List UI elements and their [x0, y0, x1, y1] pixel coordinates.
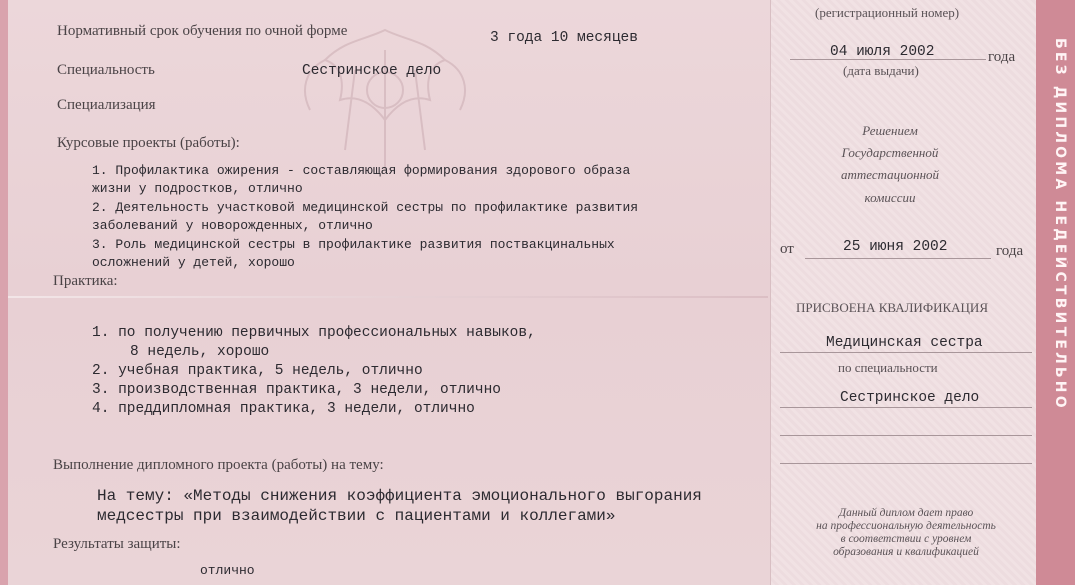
- rights-line: на профессиональную деятельность: [816, 520, 996, 532]
- blank-line: [780, 435, 1032, 436]
- thesis-line: На тему: «Методы снижения коэффициента эмоционального выгорания: [97, 487, 702, 505]
- rights-line: Данный диплом дает право: [838, 507, 974, 519]
- practice-line: 8 недель, хорошо: [130, 344, 270, 360]
- qualification-value: Медицинская сестра: [826, 335, 983, 351]
- specialty-value-right: Сестринское дело: [840, 390, 980, 406]
- specialty-value: Сестринское дело: [302, 63, 442, 79]
- coursework-label: Курсовые проекты (работы):: [57, 135, 240, 151]
- practice-line: 2. учебная практика, 5 недель, отлично: [92, 363, 423, 379]
- commission-date-value: 25 июня 2002: [843, 239, 948, 255]
- vertical-stamp: БЕЗ ДИПЛОМА НЕДЕЙСТВИТЕЛЬНО: [1052, 38, 1068, 411]
- study-term-label: Нормативный срок обучения по очной форме: [57, 23, 348, 39]
- coursework-line: осложнений у детей, хорошо: [92, 255, 295, 270]
- coursework-line: 2. Деятельность участковой медицинской сестры по профилактике развития: [92, 200, 639, 215]
- commission-line: Государственной: [841, 145, 939, 160]
- coursework-line: жизни у подростков, отлично: [92, 181, 303, 196]
- rights-line: в соответствии с уровнем: [840, 533, 972, 545]
- fold-crease: [8, 296, 768, 298]
- coursework-line: 1. Профилактика ожирения - составляющая формирования здорового образа: [92, 163, 631, 178]
- practice-line: 1. по получению первичных профессиональных навыков,: [92, 325, 536, 341]
- defense-value: отлично: [200, 563, 255, 578]
- coursework-line: заболеваний у новорожденных, отлично: [92, 218, 373, 233]
- by-specialty-caption: по специальности: [838, 360, 938, 375]
- commission-date-prefix: от: [780, 241, 794, 257]
- issue-date-caption: (дата выдачи): [843, 63, 919, 78]
- qualification-heading: ПРИСВОЕНА КВАЛИФИКАЦИЯ: [796, 300, 988, 315]
- coursework-line: 3. Роль медицинской сестры в профилактике развития поствакцинальных: [92, 237, 615, 252]
- practice-label: Практика:: [53, 273, 118, 289]
- specialization-label: Специализация: [57, 97, 156, 113]
- practice-line: 4. преддипломная практика, 3 недели, отлично: [92, 401, 475, 417]
- reg-number-caption: (регистрационный номер): [815, 5, 960, 20]
- commission-date-suffix: года: [996, 243, 1024, 259]
- specialty-underline: [780, 407, 1032, 408]
- commission-line: комиссии: [864, 190, 916, 205]
- commission-line: аттестационной: [840, 167, 940, 182]
- specialty-label: Специальность: [57, 62, 155, 78]
- rights-line: образования и квалификацией: [833, 546, 979, 558]
- commission-date-underline: [805, 258, 991, 259]
- blank-line: [780, 463, 1032, 464]
- study-term-value: 3 года 10 месяцев: [490, 30, 638, 46]
- practice-line: 3. производственная практика, 3 недели, отлично: [92, 382, 501, 398]
- thesis-line: медсестры при взаимодействии с пациентами и коллегами»: [97, 507, 616, 525]
- issue-date-value: 04 июля 2002: [830, 44, 935, 60]
- right-page: [770, 0, 1037, 585]
- defense-label: Результаты защиты:: [53, 536, 181, 552]
- thesis-label: Выполнение дипломного проекта (работы) на тему:: [53, 457, 384, 473]
- left-edge-band: [0, 0, 8, 585]
- issue-date-suffix: года: [988, 49, 1016, 65]
- commission-line: Решением: [862, 123, 918, 138]
- qualification-underline: [780, 352, 1032, 353]
